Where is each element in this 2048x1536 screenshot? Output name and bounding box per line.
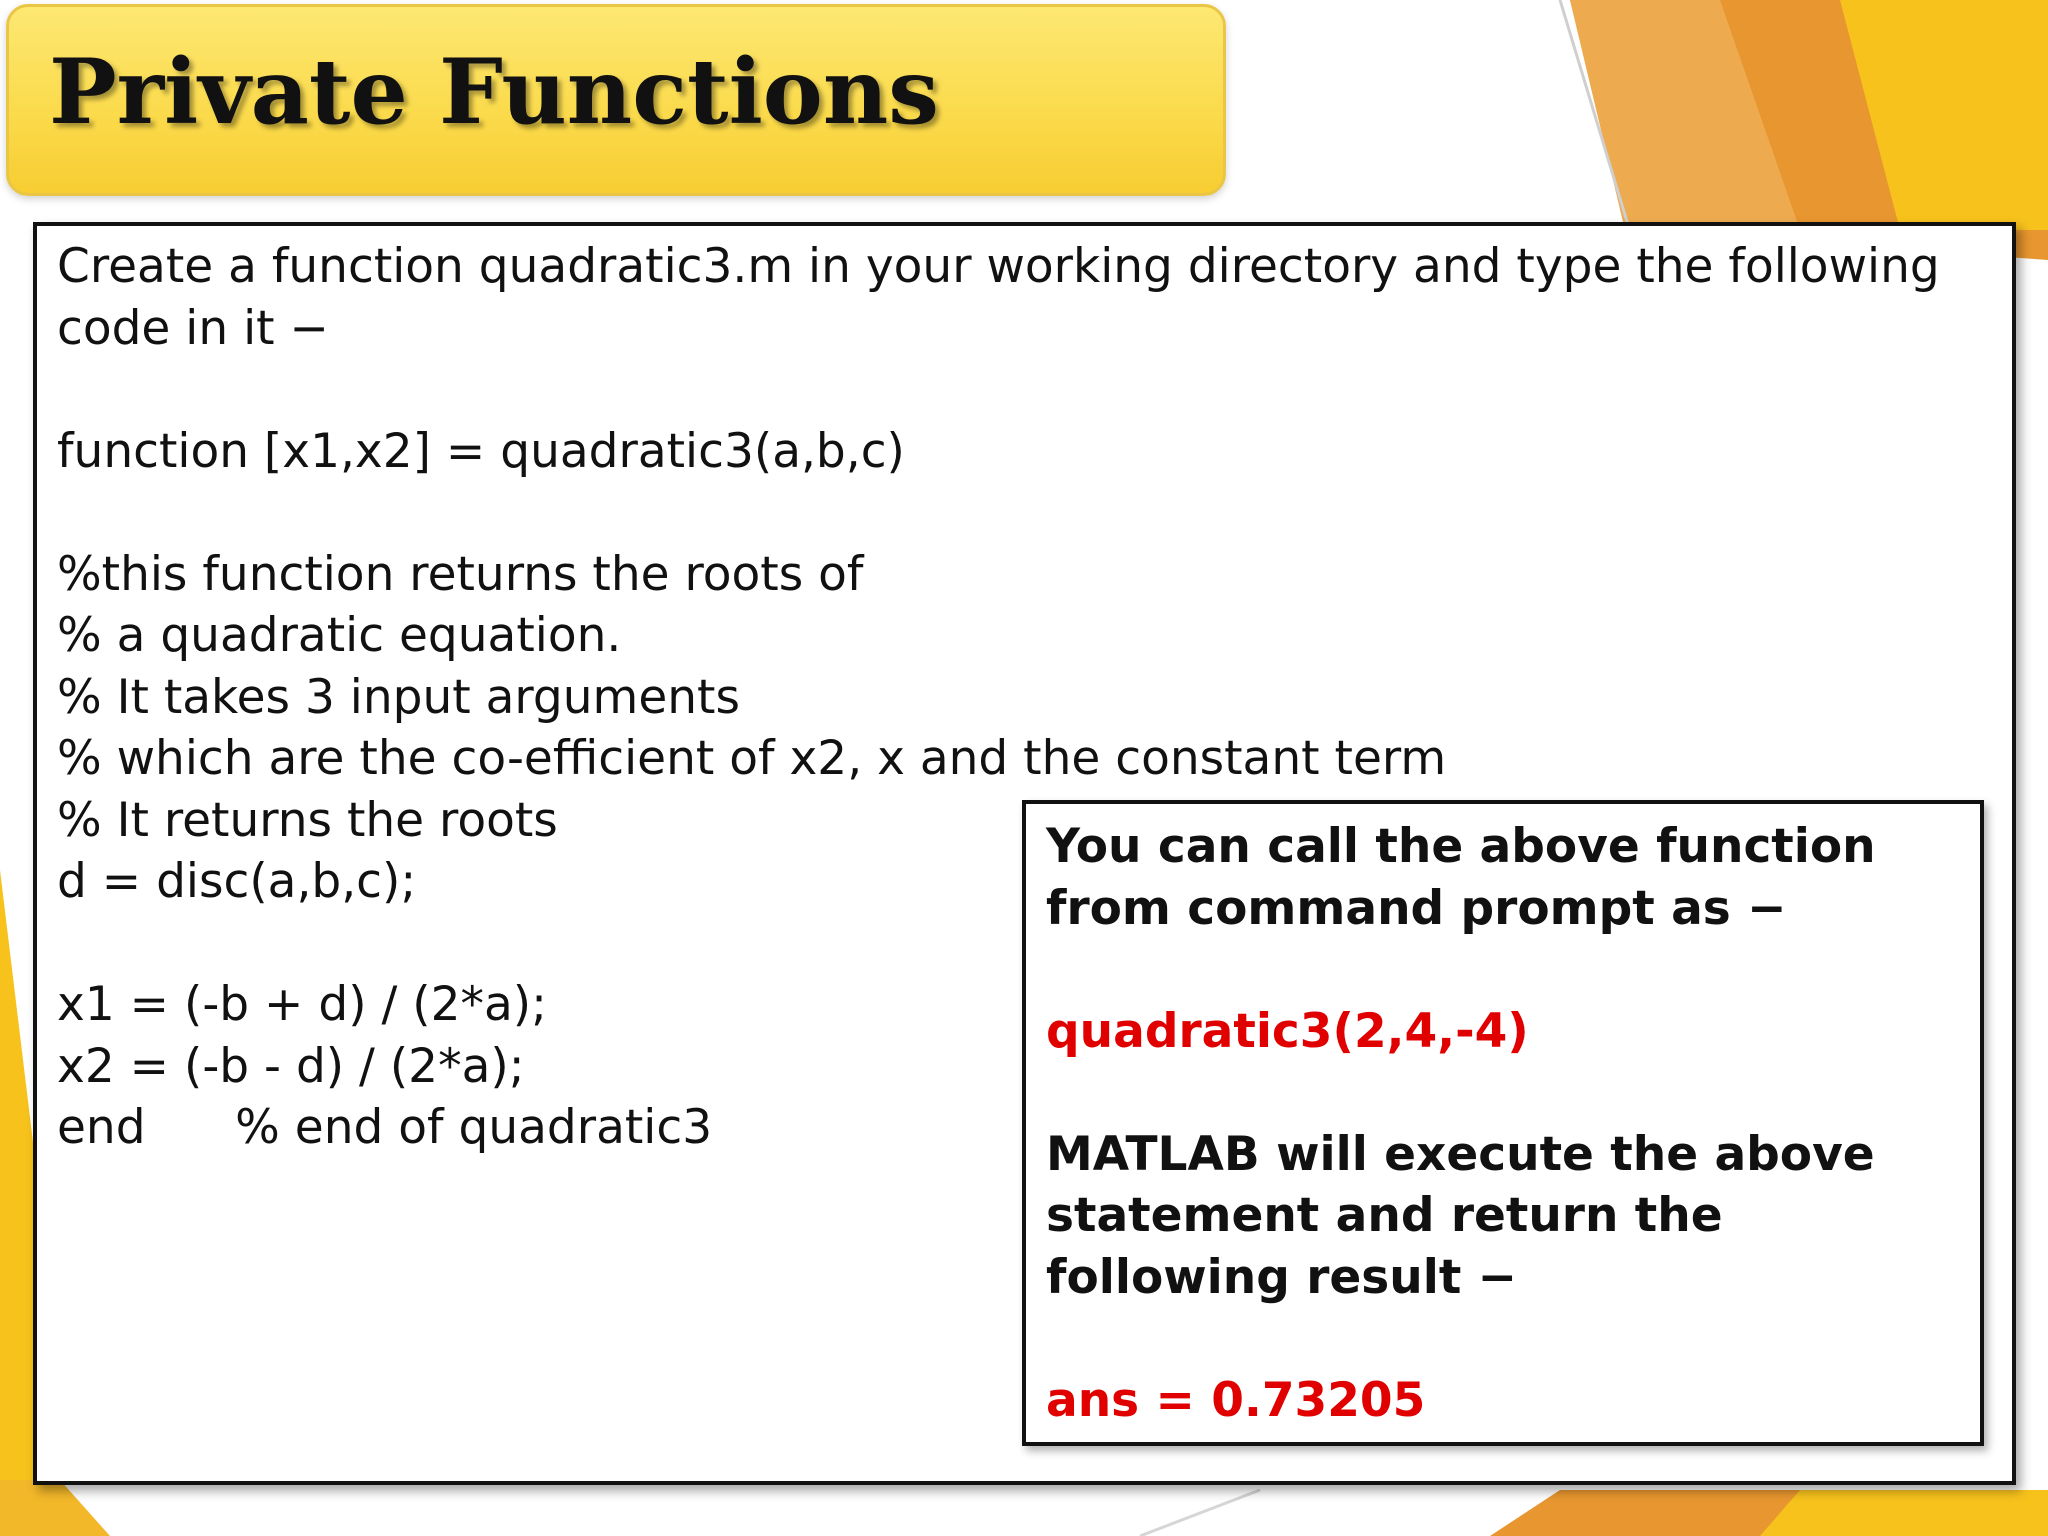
call-intro-text: You can call the above function from command prompt as − [1046, 819, 1876, 936]
code-line: % which are the co-efficient of x2, x and the constant term [57, 731, 1447, 786]
code-line: % It returns the roots [57, 792, 558, 848]
call-command-text: quadratic3(2,4,-4) [1046, 1003, 1529, 1059]
code-line: end % end of quadratic3 [57, 1100, 713, 1155]
code-line [57, 482, 1992, 544]
call-example-box [1022, 800, 1984, 1446]
blank-line [1046, 939, 1964, 1001]
code-line: %this function returns the roots of [57, 546, 864, 602]
code-line: function [x1,x2] = quadratic3(a,b,c) [57, 423, 905, 479]
code-line: % It takes 3 input arguments [57, 669, 740, 725]
result-value-text: ans = 0.73205 [1046, 1372, 1426, 1428]
code-line: % a quadratic equation. [57, 608, 622, 663]
bottom-right-yellow-stripe [1760, 1490, 2048, 1536]
code-line: x1 = (-b + d) / (2*a); [57, 977, 547, 1032]
blank-line [1046, 1308, 1964, 1370]
title-banner [6, 4, 1226, 196]
blank-line [1046, 1062, 1964, 1124]
bottom-thin-line [1140, 1490, 1260, 1536]
intro-paragraph: Create a function quadratic3.m in your working directory and type the following code in it − [57, 239, 1940, 356]
code-line: x2 = (-b - d) / (2*a); [57, 1038, 525, 1094]
blank-line [57, 359, 1992, 421]
code-line: d = disc(a,b,c); [57, 854, 417, 909]
slide-title: Private Functions [49, 39, 939, 145]
call-example-text [1046, 816, 1964, 1431]
result-intro-text: MATLAB will execute the above statement and return the following result − [1046, 1126, 1875, 1305]
bottom-left-yellow-corner [0, 1480, 110, 1536]
